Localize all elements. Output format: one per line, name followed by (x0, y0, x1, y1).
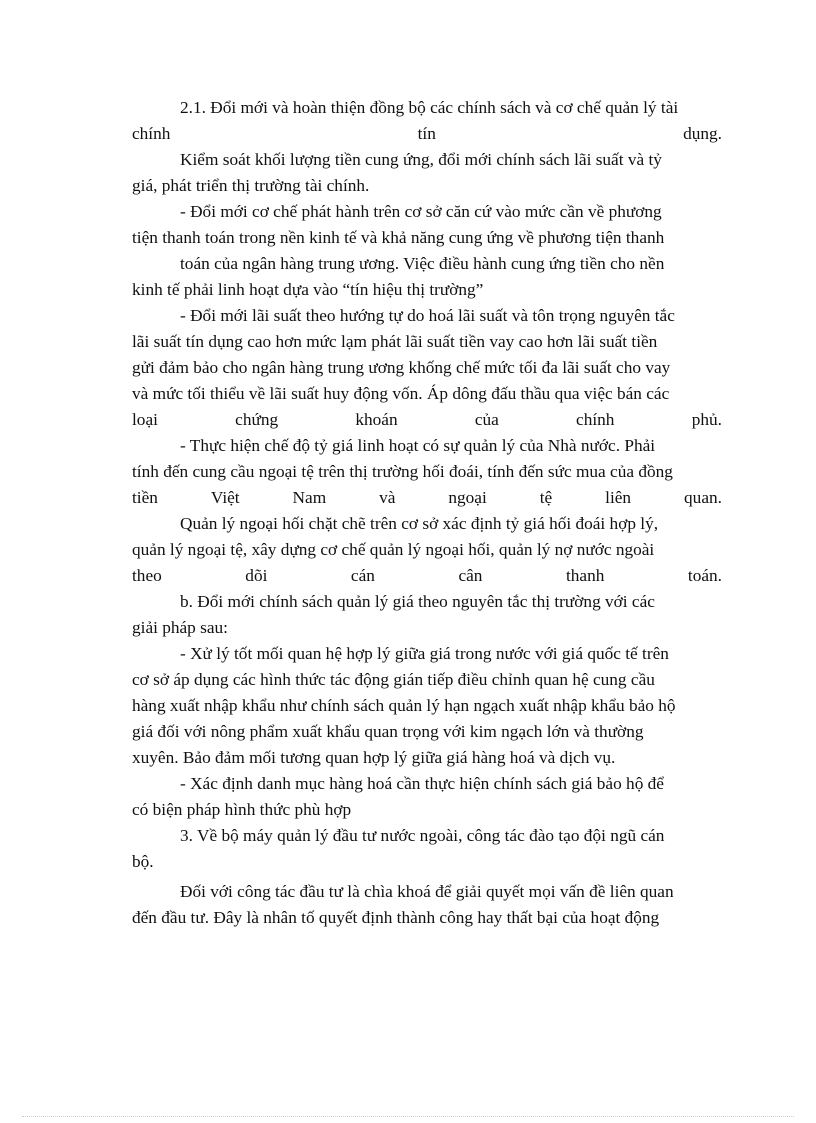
text-line: và mức tối thiểu về lãi suất huy động vốn. Áp dông đấu thầu qua việc bán các (132, 384, 670, 403)
text-line: đến đầu tư. Đây là nhân tố quyết định thành công hay thất bại của hoạt động (132, 908, 660, 927)
word: tiền (132, 488, 158, 507)
word: dõi (245, 566, 268, 585)
text-line (132, 485, 722, 511)
page-bottom-divider (22, 1116, 794, 1117)
word: ngoại (448, 488, 487, 507)
text-line: 3. Về bộ máy quản lý đầu tư nước ngoài, công tác đào tạo đội ngũ cán (180, 826, 665, 845)
text-line: toán của ngân hàng trung ương. Việc điều hành cung ứng tiền cho nền (180, 254, 665, 273)
word: liên (605, 488, 632, 507)
text-line: - Đổi mới lãi suất theo hướng tự do hoá lãi suất và tôn trọng nguyên tắc (180, 306, 675, 325)
word: dụng. (683, 124, 722, 143)
word: thanh (565, 566, 605, 585)
text-line (132, 563, 722, 589)
text-line: Quản lý ngoại hối chặt chẽ trên cơ sở xác định tỷ giá hối đoái hợp lý, (180, 514, 659, 533)
text-line: 2.1. Đổi mới và hoàn thiện đồng bộ các chính sách và cơ chế quản lý tài (180, 98, 679, 117)
text-line: gửi đảm bảo cho ngân hàng trung ương khống chế mức tối đa lãi suất cho vay (132, 358, 671, 377)
text-line: quản lý ngoại tệ, xây dựng cơ chế quản lý ngoại hối, quản lý nợ nước ngoài (132, 540, 655, 559)
text-line: tiện thanh toán trong nền kinh tế và khả năng cung ứng về phương tiện thanh (132, 228, 665, 247)
word: cán (350, 566, 375, 585)
text-line (132, 121, 722, 147)
text-line: có biện pháp hình thức phù hợp (132, 800, 352, 819)
word: khoán (355, 410, 398, 429)
text-line: Kiểm soát khối lượng tiền cung ứng, đổi mới chính sách lãi suất và tỷ (180, 150, 662, 169)
word: Việt (210, 488, 240, 507)
word: của (474, 410, 499, 429)
text-line (132, 407, 722, 433)
word: cân (458, 566, 483, 585)
text-line: - Đổi mới cơ chế phát hành trên cơ sở căn cứ vào mức cần về phương (180, 202, 662, 221)
word: và (379, 488, 396, 507)
text-line: tính đến cung cầu ngoại tệ trên thị trường hối đoái, tính đến sức mua của đồng (132, 462, 673, 481)
text-line: bộ. (132, 852, 154, 871)
text-line: - Xử lý tốt mối quan hệ hợp lý giữa giá trong nước với giá quốc tế trên (180, 644, 669, 663)
word: loại (132, 410, 158, 429)
text-line: lãi suất tín dụng cao hơn mức lạm phát lãi suất tiền vay cao hơn lãi suất tiền (132, 332, 658, 351)
word: chứng (235, 410, 279, 429)
text-line: giá đối với nông phẩm xuất khẩu quan trọng với kim ngạch lớn và thường (132, 722, 644, 741)
document-body (132, 95, 722, 931)
word: toán. (687, 566, 722, 585)
text-line: b. Đổi mới chính sách quản lý giá theo nguyên tắc thị trường với các (180, 592, 655, 611)
text-line: cơ sở áp dụng các hình thức tác động gián tiếp điều chỉnh quan hệ cung cầu (132, 670, 655, 689)
word: quan. (684, 488, 722, 507)
text-line: xuyên. Bảo đảm mối tương quan hợp lý giữa giá hàng hoá và dịch vụ. (132, 748, 616, 767)
word: phủ. (691, 410, 722, 429)
text-line: - Thực hiện chế độ tỷ giá linh hoạt có sự quản lý của Nhà nước. Phải (180, 436, 656, 455)
word: tệ (539, 488, 553, 507)
word: Nam (292, 488, 327, 507)
word: theo (132, 566, 162, 585)
word: chính (132, 124, 171, 143)
text-line: kinh tế phải linh hoạt dựa vào “tín hiệu thị trường” (132, 280, 484, 299)
word: chính (576, 410, 615, 429)
text-line: - Xác định danh mục hàng hoá cần thực hiện chính sách giá bảo hộ để (180, 774, 664, 793)
text-line: giải pháp sau: (132, 618, 228, 637)
text-line: hàng xuất nhập khẩu như chính sách quản lý hạn ngạch xuất nhập khẩu bảo hộ (132, 696, 676, 715)
text-line: Đối với công tác đầu tư là chìa khoá để giải quyết mọi vấn đề liên quan (180, 882, 674, 901)
word: tín (417, 124, 436, 143)
text-line: giá, phát triển thị trường tài chính. (132, 176, 370, 195)
